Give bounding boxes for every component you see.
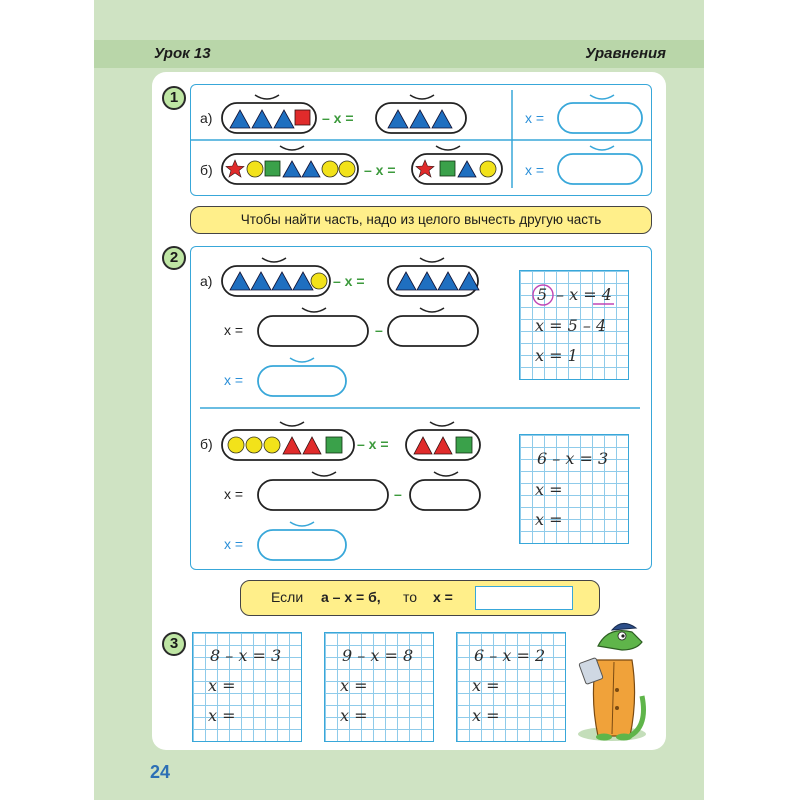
page-number: 24 xyxy=(150,762,171,782)
task-number-1: 1 xyxy=(162,86,186,110)
task2a-minus: – xyxy=(375,322,383,338)
task2b-label: б) xyxy=(200,436,213,452)
task3-grid1-line-3: х = xyxy=(208,706,236,725)
task2a-label: а) xyxy=(200,273,213,289)
task2a-line-2: х = 5 – 4 xyxy=(535,316,607,335)
task2b-line-1: 6 – х = 3 xyxy=(537,449,609,468)
task-number-2: 2 xyxy=(162,246,186,270)
task2a-op: – х = xyxy=(333,273,365,289)
task2b-line-3: х = xyxy=(535,510,563,529)
task2a-x-eq: х = xyxy=(224,322,244,338)
task3-grid2-line-2: х = xyxy=(340,676,368,695)
task3-grid3-line-1: 6 – х = 2 xyxy=(474,646,546,665)
rule-1: Чтобы найти часть, надо из целого вычесть другую часть xyxy=(190,206,652,234)
task1a-x-label: х = xyxy=(525,110,545,126)
task1b-x-label: х = xyxy=(525,162,545,178)
task2b-line-2: х = xyxy=(535,480,563,499)
task2a-line-3: х = 1 xyxy=(535,346,578,365)
rule2-x: х = xyxy=(433,589,453,605)
rule2-mid: то xyxy=(403,589,418,605)
task3-grid2-line-3: х = xyxy=(340,706,368,725)
lesson-title: Урок 13 xyxy=(154,45,211,62)
task1a-op: – х = xyxy=(322,110,354,126)
task1b-label: б) xyxy=(200,162,213,178)
task2a-circled-number: 5 xyxy=(537,285,548,304)
rule2-prefix: Если xyxy=(271,589,304,605)
task2b-op: – х = xyxy=(357,436,389,452)
task1a-label: а) xyxy=(200,110,213,126)
task2b-x-eq: х = xyxy=(224,486,244,502)
task-number-3: 3 xyxy=(162,632,186,656)
task2b-x-eq2: х = xyxy=(224,536,244,552)
task1b-op: – х = xyxy=(364,162,396,178)
task2b-minus: – xyxy=(394,486,402,502)
task2a-x-eq2: х = xyxy=(224,372,244,388)
rule2-formula: а – х = б, xyxy=(321,589,381,605)
topic-title: Уравнения xyxy=(585,45,666,62)
task3-grid3-line-3: х = xyxy=(472,706,500,725)
task3-grid3-line-2: х = xyxy=(472,676,500,695)
task3-grid1-line-2: х = xyxy=(208,676,236,695)
task3-grid2-line-1: 9 – х = 8 xyxy=(342,646,414,665)
task2a-line-1: – х = 4 xyxy=(556,285,612,304)
task3-grid1-line-1: 8 – х = 3 xyxy=(210,646,282,665)
